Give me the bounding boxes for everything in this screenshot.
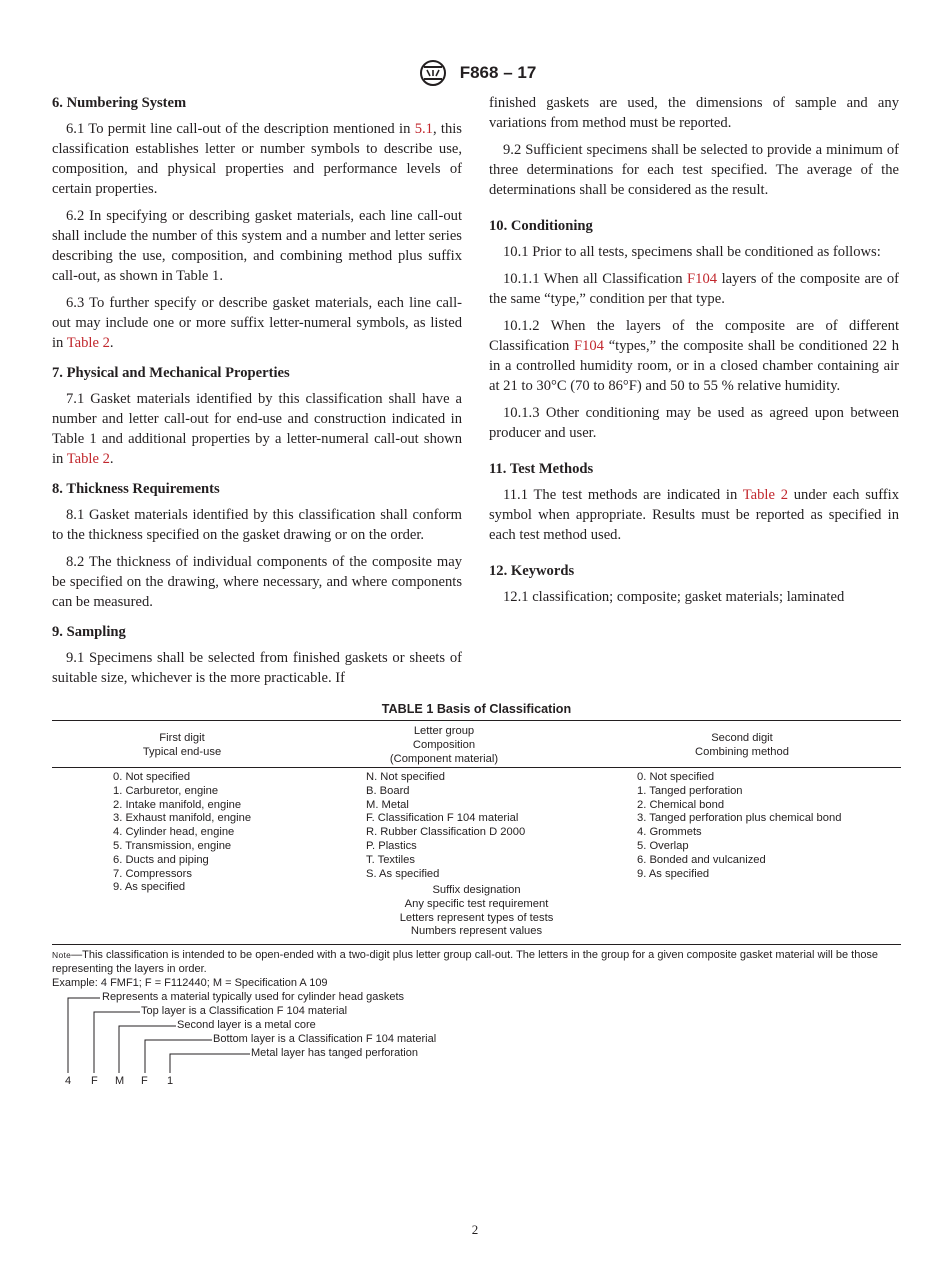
list-item: 4. Cylinder head, engine xyxy=(113,826,235,839)
document-designation: F868 – 17 xyxy=(459,63,537,82)
section-9-heading: 9. Sampling xyxy=(52,624,126,640)
list-item: 1. Tanged perforation xyxy=(637,784,743,797)
list-item: 1. Carburetor, engine xyxy=(113,784,219,797)
right-column xyxy=(489,93,899,614)
list-item: 5. Overlap xyxy=(637,839,689,852)
ref-5-1-link[interactable]: 5.1 xyxy=(414,121,433,137)
callout-code: F xyxy=(141,1075,148,1087)
paragraph-9-1: 9.1 Specimens shall be selected from finished gaskets or sheets of suitable size, whichever is the more practicable. If xyxy=(52,650,462,686)
list-item: 7. Compressors xyxy=(113,867,192,880)
list-item: B. Board xyxy=(366,784,410,797)
page-number: 2 xyxy=(471,1222,479,1237)
table-body xyxy=(52,768,901,944)
paragraph-11-1: 11.1 The test methods are indicated in Table 2 under each suffix symbol when appropriate. Results must be reported as specified in each test method used. xyxy=(489,487,899,543)
section-11-heading: 11. Test Methods xyxy=(489,461,594,477)
ref-f104-link[interactable]: F104 xyxy=(687,271,718,287)
col3-header: Second digit Combining method xyxy=(695,732,789,758)
callout-code: 4 xyxy=(65,1075,72,1087)
list-item: 9. As specified xyxy=(113,881,186,894)
col1-header: First digit Typical end-use xyxy=(142,732,222,758)
paragraph-8-1: 8.1 Gasket materials identified by this classification shall conform to the thickness specified on the gasket drawing or on the order. xyxy=(52,507,462,543)
callout-label: Metal layer has tanged perforation xyxy=(251,1047,418,1059)
astm-logo-icon xyxy=(414,58,452,88)
col2-header: Letter group Composition (Component material) xyxy=(389,725,499,765)
col2-list xyxy=(366,771,525,881)
table-header xyxy=(52,721,901,767)
table-example: Example: 4 FMF1; F = F112440; M = Specification A 109 xyxy=(52,976,328,989)
section-8-heading: 8. Thickness Requirements xyxy=(52,481,220,497)
paragraph-12-1: 12.1 classification; composite; gasket materials; laminated xyxy=(503,589,845,605)
col3-list xyxy=(637,771,841,881)
page-header xyxy=(0,58,950,88)
callout-code: M xyxy=(115,1075,125,1087)
paragraph-10-1-1: 10.1.1 When all Classification F104 layers of the composite are of the same “type,” condition per that type. xyxy=(489,271,900,307)
section-7-heading: 7. Physical and Mechanical Properties xyxy=(52,365,290,381)
list-item: N. Not specified xyxy=(366,771,445,783)
col1-list xyxy=(113,771,251,895)
suffix-designation: Suffix designation Any specific test requirement Letters represent types of tests Numbers represent values xyxy=(399,884,554,938)
paragraph-8-2: 8.2 The thickness of individual components of the composite may be specified on the drawing, where necessary, and where components can be measured. xyxy=(52,554,462,610)
ref-table-2-link[interactable]: Table 2 xyxy=(66,451,110,467)
paragraph-10-1: 10.1 Prior to all tests, specimens shall be conditioned as follows: xyxy=(503,244,881,260)
paragraph-10-1-3: 10.1.3 Other conditioning may be used as agreed upon between producer and user. xyxy=(489,405,899,441)
ref-table-2-link[interactable]: Table 2 xyxy=(742,487,789,503)
paragraph-7-1: 7.1 Gasket materials identified by this classification shall have a number and letter call-out for end-use and construction indicated in Table 1 and additional properties by a letter-numeral call-out shown in Table 2. xyxy=(52,391,462,467)
paragraph-6-3: 6.3 To further specify or describe gasket materials, each line call-out may include one or more suffix letter-numeral symbols, as listed in Table 2. xyxy=(52,295,462,351)
paragraph-9-2: 9.2 Sufficient specimens shall be selected to provide a minimum of three determinations for each test specified. The average of the determinations shall be considered as the result. xyxy=(489,142,899,198)
list-item: 9. As specified xyxy=(637,867,710,880)
list-item: 0. Not specified xyxy=(637,771,715,783)
callout-label: Bottom layer is a Classification F 104 material xyxy=(213,1033,437,1045)
ref-f104-link[interactable]: F104 xyxy=(573,338,604,354)
list-item: 2. Intake manifold, engine xyxy=(113,798,242,811)
callout-diagram xyxy=(52,978,652,1093)
list-item: T. Textiles xyxy=(366,853,415,866)
paragraph-6-1: 6.1 To permit line call-out of the description mentioned in 5.1, this classification establishes letter or number symbols to describe use, composition, and physical properties and performance levels of certain properties. xyxy=(52,121,462,197)
paragraph-10-1-2: 10.1.2 When the layers of the composite are of different Classification F104 “types,” the composite shall be conditioned 22 h in a controlled humidity room, or in a closed chamber containing air at 21 to 30°C (70 to 86°F) and 50 to 55 % relative humidity. xyxy=(489,318,899,394)
callout-code: F xyxy=(91,1075,98,1087)
list-item: 6. Ducts and piping xyxy=(113,853,209,866)
list-item: 5. Transmission, engine xyxy=(113,839,232,852)
list-item: P. Plastics xyxy=(366,839,417,852)
table-1 xyxy=(52,702,901,990)
ref-table-2-link[interactable]: Table 2 xyxy=(66,335,110,351)
list-item: F. Classification F 104 material xyxy=(366,812,519,825)
list-item: R. Rubber Classification D 2000 xyxy=(366,826,526,839)
callout-label: Second layer is a metal core xyxy=(177,1019,316,1031)
paragraph-9-1-continued: finished gaskets are used, the dimensions of sample and any variations from method must be reported. xyxy=(489,95,899,131)
list-item: 3. Exhaust manifold, engine xyxy=(113,812,252,825)
table-note: Note—This classification is intended to be open-ended with a two-digit plus letter group call-out. The letters in the group for a given composite gasket material will be those representing the layers in order. xyxy=(52,949,879,975)
section-10-heading: 10. Conditioning xyxy=(489,218,593,234)
list-item: 2. Chemical bond xyxy=(637,798,725,811)
list-item: 6. Bonded and vulcanized xyxy=(637,853,766,866)
callout-label: Represents a material typically used for cylinder head gaskets xyxy=(102,991,405,1003)
section-12-heading: 12. Keywords xyxy=(489,563,575,579)
paragraph-6-2: 6.2 In specifying or describing gasket materials, each line call-out shall include the number of this system and a number and letter series describing the use, composition, and combining method plus suffix call-out, as shown in Table 1. xyxy=(52,208,462,284)
list-item: S. As specified xyxy=(366,867,440,880)
list-item: 4. Grommets xyxy=(637,826,702,839)
left-column xyxy=(52,93,462,695)
table-bottom-rule xyxy=(52,944,901,945)
list-item: 0. Not specified xyxy=(113,771,191,783)
note-label: Note xyxy=(52,950,72,960)
list-item: 3. Tanged perforation plus chemical bond xyxy=(637,812,842,825)
table-title: TABLE 1 Basis of Classification xyxy=(381,702,572,716)
callout-code: 1 xyxy=(167,1075,174,1087)
callout-label: Top layer is a Classification F 104 material xyxy=(141,1005,348,1017)
section-6-heading: 6. Numbering System xyxy=(52,95,187,111)
list-item: M. Metal xyxy=(366,798,409,811)
